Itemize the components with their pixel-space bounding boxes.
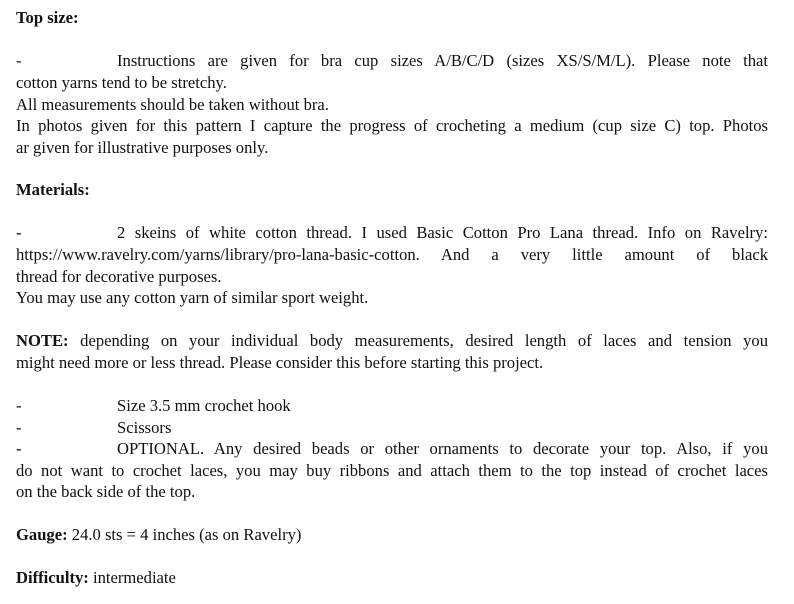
- top-size-line-2: cotton yarns tend to be stretchy.: [16, 73, 227, 92]
- note-label: NOTE:: [16, 331, 69, 350]
- difficulty-value: intermediate: [92, 568, 176, 587]
- gauge-line: [16, 524, 301, 546]
- top-size-heading: Top size:: [16, 8, 79, 27]
- note-line-1: [16, 330, 768, 352]
- tools-line-2: do not want to crochet laces, you may buy ribbons and attach them to the top instead of crochet laces: [16, 461, 768, 480]
- materials-line-3: thread for decorative purposes.: [16, 267, 222, 286]
- top-size-line-1: Instructions are given for bra cup sizes A/B/C/D (sizes XS/S/M/L). Please note that: [117, 51, 768, 70]
- note-text: depending on your individual body measurements, desired length of laces and tension you: [80, 331, 769, 350]
- tool-item-text: Scissors: [117, 418, 172, 437]
- top-size-line-5: ar given for illustrative purposes only.: [16, 138, 269, 157]
- bullet-dash: -: [16, 51, 22, 70]
- bullet-dash: -: [16, 396, 22, 415]
- materials-line-4: You may use any cotton yarn of similar sport weight.: [16, 288, 369, 307]
- difficulty-line: [16, 567, 176, 589]
- top-size-line-3: All measurements should be taken without bra.: [16, 95, 329, 114]
- tool-item-text: Size 3.5 mm crochet hook: [117, 396, 291, 415]
- materials-bullet: [16, 222, 768, 244]
- tool-item: [16, 417, 768, 439]
- tools-line-3: on the back side of the top.: [16, 482, 196, 501]
- gauge-label: Gauge:: [16, 525, 68, 544]
- bullet-dash: -: [16, 439, 22, 458]
- tool-item: [16, 395, 768, 417]
- top-size-line-4: In photos given for this pattern I capture the progress of crocheting a medium (cup size C) top. Photos: [16, 116, 768, 135]
- materials-line-2: https://www.ravelry.com/yarns/library/pro-lana-basic-cotton. And a very little amount of black: [16, 245, 768, 264]
- bullet-dash: -: [16, 223, 22, 242]
- tool-item-text: OPTIONAL. Any desired beads or other ornaments to decorate your top. Also, if you: [117, 439, 768, 458]
- materials-heading: Materials:: [16, 180, 90, 199]
- bullet-dash: -: [16, 418, 22, 437]
- note-line-2: might need more or less thread. Please consider this before starting this project.: [16, 353, 544, 372]
- tool-item: [16, 438, 768, 460]
- gauge-value: 24.0 sts = 4 inches (as on Ravelry): [71, 525, 302, 544]
- materials-line-1: 2 skeins of white cotton thread. I used Basic Cotton Pro Lana thread. Info on Ravelry:: [117, 223, 768, 242]
- difficulty-label: Difficulty:: [16, 568, 89, 587]
- top-size-bullet: [16, 50, 768, 72]
